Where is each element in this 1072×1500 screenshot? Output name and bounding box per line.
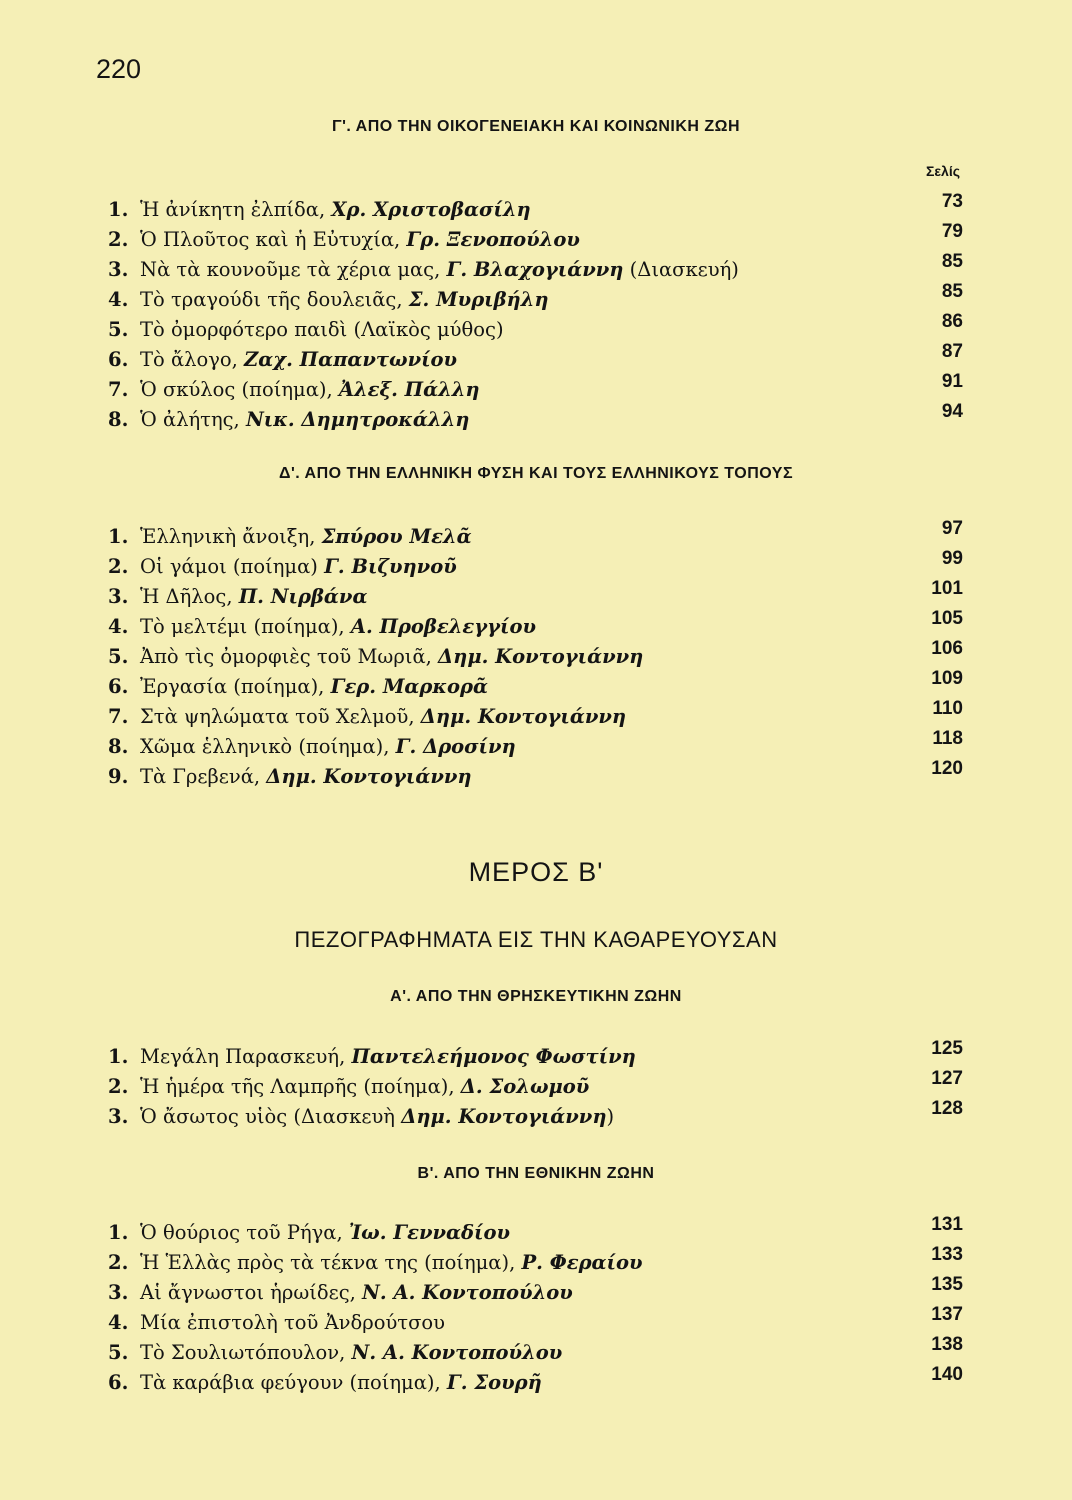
entry-page-number: 131 [931, 1214, 963, 1235]
entry-page-number: 138 [931, 1334, 963, 1355]
toc-entry [108, 1038, 963, 1072]
page-column-label: Σελίς [925, 163, 960, 179]
entry-author: Α. Προβελεγγίου [350, 615, 536, 638]
entry-text [140, 642, 643, 672]
toc-entry [108, 281, 963, 315]
entry-number: 1. [108, 1221, 129, 1244]
entry-text [140, 345, 457, 375]
entry-author: Δημ. Κοντογιάννη [266, 765, 472, 788]
part-title: ΜΕΡΟΣ Β' [468, 857, 604, 887]
entry-number: 7. [108, 705, 129, 728]
entry-page-number: 140 [931, 1364, 963, 1385]
entry-text [140, 612, 536, 642]
entry-author: Ν. Α. Κοντοπούλου [362, 1281, 573, 1304]
toc-entry [108, 191, 963, 225]
entry-text [140, 1278, 573, 1308]
entry-title: Τὸ μελτέμι (ποίημα), [140, 615, 351, 638]
entry-title: Μεγάλη Παρασκευή, [140, 1045, 352, 1068]
entry-author: Ἰω. Γενναδίου [348, 1221, 511, 1244]
entry-number: 2. [108, 1075, 129, 1098]
toc-entry [108, 1364, 963, 1398]
toc-list-alpha [108, 1038, 963, 1132]
entry-author: Γ. Βλαχογιάννη [446, 258, 624, 281]
entry-number: 7. [108, 378, 129, 401]
entry-number: 9. [108, 765, 129, 788]
entry-author: Σπύρου Μελᾶ [321, 525, 472, 548]
toc-entry [108, 401, 963, 435]
entry-page-number: 106 [931, 638, 963, 659]
entry-text [140, 255, 739, 285]
entry-author: Ρ. Φεραίου [521, 1251, 643, 1274]
entry-number: 5. [108, 318, 129, 341]
entry-title: Οἱ γάμοι (ποίημα) [140, 555, 325, 578]
entry-text [140, 1042, 636, 1072]
entry-page-number: 99 [941, 548, 963, 569]
entry-title: Ὁ σκύλος (ποίημα), [140, 378, 339, 401]
entry-page-number: 86 [941, 311, 963, 332]
entry-number: 1. [108, 198, 129, 221]
section-heading-alpha: Α'. ΑΠΟ ΤΗΝ ΘΡΗΣΚΕΥΤΙΚΗΝ ΖΩΗΝ [390, 988, 682, 1005]
entry-author: Δημ. Κοντογιάννη [401, 1105, 607, 1128]
entry-text [140, 1248, 643, 1278]
toc-entry [108, 1304, 963, 1338]
entry-title: Τὸ τραγούδι τῆς δουλειᾶς, [140, 288, 409, 311]
entry-title: Νὰ τὰ κουνοῦμε τὰ χέρια μας, [140, 258, 447, 281]
toc-entry [108, 1334, 963, 1368]
entry-text [140, 285, 549, 315]
entry-author: Δημ. Κοντογιάννη [420, 705, 627, 728]
entry-number: 4. [108, 615, 129, 638]
entry-page-number: 87 [941, 341, 963, 362]
toc-entry [108, 698, 963, 732]
entry-author: Δημ. Κοντογιάννη [438, 645, 644, 668]
entry-author: Γ. Βιζυηνοῦ [324, 555, 457, 578]
entry-title: Τὰ καράβια φεύγουν (ποίημα), [140, 1371, 447, 1394]
entry-number: 2. [108, 555, 129, 578]
entry-text [140, 1218, 510, 1248]
toc-entry [108, 251, 963, 285]
entry-page-number: 133 [931, 1244, 963, 1265]
toc-entry [108, 1244, 963, 1278]
entry-author: Ζαχ. Παπαντωνίου [244, 348, 458, 371]
entry-text [140, 405, 469, 435]
entry-author: Δ. Σολωμοῦ [460, 1075, 590, 1098]
entry-number: 8. [108, 735, 129, 758]
entry-number: 5. [108, 1341, 129, 1364]
entry-title: Ὁ θούριος τοῦ Ρήγα, [140, 1221, 349, 1244]
section-heading-beta: Β'. ΑΠΟ ΤΗΝ ΕΘΝΙΚΗΝ ΖΩΗΝ [417, 1165, 655, 1182]
toc-entry [108, 371, 963, 405]
entry-author: Σ. Μυριβήλη [408, 288, 549, 311]
entry-text [140, 1102, 614, 1132]
entry-title: Ἡ Ἑλλὰς πρὸς τὰ τέκνα της (ποίημα), [140, 1251, 522, 1274]
entry-title: Ἡ ἀνίκητη ἐλπίδα, [140, 198, 332, 221]
toc-entry [108, 1214, 963, 1248]
entry-page-number: 105 [931, 608, 963, 629]
toc-entry [108, 518, 963, 552]
entry-page-number: 101 [931, 578, 963, 599]
entry-number: 3. [108, 585, 129, 608]
toc-entry [108, 221, 963, 255]
entry-title: Ἐργασία (ποίημα), [140, 675, 331, 698]
entry-number: 2. [108, 1251, 129, 1274]
toc-list-beta [108, 1214, 963, 1398]
entry-title: Μία ἐπιστολὴ τοῦ Ἀνδρούτσου [140, 1311, 445, 1334]
entry-text [140, 552, 457, 582]
entry-suffix: (Διασκευή) [623, 258, 739, 281]
entry-text [140, 1338, 562, 1368]
entry-title: Ἡ Δῆλος, [140, 585, 239, 608]
entry-number: 3. [108, 258, 129, 281]
entry-page-number: 85 [941, 281, 963, 302]
toc-entry [108, 608, 963, 642]
entry-author: Π. Νιρβάνα [238, 585, 368, 608]
entry-number: 6. [108, 348, 129, 371]
entry-author: Ν. Α. Κοντοπούλου [351, 1341, 563, 1364]
entry-text [140, 375, 480, 405]
entry-number: 3. [108, 1105, 129, 1128]
entry-page-number: 120 [931, 758, 963, 779]
entry-number: 8. [108, 408, 129, 431]
entry-text [140, 1368, 542, 1398]
entry-author: Νικ. Δημητροκάλλη [245, 408, 470, 431]
entry-page-number: 127 [931, 1068, 963, 1089]
entry-page-number: 137 [931, 1304, 963, 1325]
entry-text [140, 1308, 445, 1338]
entry-page-number: 109 [931, 668, 963, 689]
toc-entry [108, 578, 963, 612]
entry-number: 1. [108, 525, 129, 548]
entry-text [140, 672, 488, 702]
toc-entry [108, 1098, 963, 1132]
entry-text [140, 582, 367, 612]
entry-title: Χῶμα ἑλληνικὸ (ποίημα), [140, 735, 396, 758]
entry-page-number: 79 [941, 221, 963, 242]
entry-page-number: 110 [932, 698, 963, 719]
entry-page-number: 125 [931, 1038, 963, 1059]
entry-page-number: 128 [931, 1098, 963, 1119]
entry-number: 4. [108, 1311, 129, 1334]
toc-entry [108, 1274, 963, 1308]
entry-text [140, 315, 504, 345]
entry-page-number: 85 [941, 251, 963, 272]
toc-entry [108, 311, 963, 345]
entry-text [140, 702, 626, 732]
entry-page-number: 94 [941, 401, 963, 422]
entry-title: Ὁ ἀλήτης, [140, 408, 246, 431]
entry-text [140, 522, 472, 552]
entry-author: Χρ. Χριστοβασίλη [331, 198, 531, 221]
entry-title: Ἑλληνικὴ ἄνοιξη, [140, 525, 322, 548]
entry-title: Ὁ ἄσωτος υἱὸς (Διασκευὴ [140, 1105, 402, 1128]
toc-entry [108, 758, 963, 792]
entry-title: Αἱ ἄγνωστοι ἡρωίδες, [140, 1281, 363, 1304]
entry-title: Ὁ Πλοῦτος καὶ ἡ Εὐτυχία, [140, 228, 407, 251]
entry-page-number: 73 [941, 191, 963, 212]
entry-text [140, 195, 531, 225]
section-heading-delta: Δ'. ΑΠΟ ΤΗΝ ΕΛΛΗΝΙΚΗ ΦΥΣΗ ΚΑΙ ΤΟΥΣ ΕΛΛΗΝΙΚΟΥΣ ΤΟΠΟΥΣ [278, 465, 794, 482]
toc-entry [108, 638, 963, 672]
entry-author: Παντελεήμονος Φωστίνη [351, 1045, 636, 1068]
entry-author: Γερ. Μαρκορᾶ [330, 675, 488, 698]
entry-title: Ἡ ἡμέρα τῆς Λαμπρῆς (ποίημα), [140, 1075, 461, 1098]
entry-author: Γ. Δροσίνη [395, 735, 516, 758]
toc-entry [108, 668, 963, 702]
section-heading-gamma: Γ'. ΑΠΟ ΤΗΝ ΟΙΚΟΓΕΝΕΙΑΚΗ ΚΑΙ ΚΟΙΝΩΝΙΚΗ ΖΩΗ [331, 118, 741, 135]
entry-number: 4. [108, 288, 129, 311]
entry-title: Τὸ ἄλογο, [140, 348, 245, 371]
entry-number: 2. [108, 228, 129, 251]
entry-page-number: 91 [941, 371, 963, 392]
toc-list-delta [108, 518, 963, 792]
entry-text [140, 732, 516, 762]
entry-title: Τὰ Γρεβενά, [140, 765, 267, 788]
entry-number: 5. [108, 645, 129, 668]
entry-author: Ἀλεξ. Πάλλη [338, 378, 480, 401]
entry-number: 3. [108, 1281, 129, 1304]
entry-page-number: 97 [941, 518, 963, 539]
entry-text [140, 225, 580, 255]
entry-title: Τὸ Σουλιωτόπουλον, [140, 1341, 352, 1364]
toc-list-gamma [108, 191, 963, 435]
toc-entry [108, 341, 963, 375]
entry-suffix: ) [606, 1105, 615, 1128]
page-number: 220 [96, 54, 142, 84]
entry-text [140, 762, 472, 792]
entry-title: Ἀπὸ τὶς ὀμορφιὲς τοῦ Μωριᾶ, [140, 645, 439, 668]
entry-text [140, 1072, 589, 1102]
entry-page-number: 135 [931, 1274, 963, 1295]
toc-entry [108, 728, 963, 762]
entry-number: 6. [108, 1371, 129, 1394]
entry-number: 6. [108, 675, 129, 698]
entry-number: 1. [108, 1045, 129, 1068]
part-subtitle: ΠΕΖΟΓΡΑΦΗΜΑΤΑ ΕΙΣ ΤΗΝ ΚΑΘΑΡΕΥΟΥΣΑΝ [294, 927, 778, 952]
entry-title: Στὰ ψηλώματα τοῦ Χελμοῦ, [140, 705, 421, 728]
toc-entry [108, 548, 963, 582]
entry-author: Γρ. Ξενοπούλου [406, 228, 580, 251]
toc-entry [108, 1068, 963, 1102]
entry-author: Γ. Σουρῆ [446, 1371, 542, 1394]
entry-title: Τὸ ὀμορφότερο παιδὶ (Λαϊκὸς μύθος) [140, 318, 504, 341]
entry-page-number: 118 [932, 728, 963, 749]
